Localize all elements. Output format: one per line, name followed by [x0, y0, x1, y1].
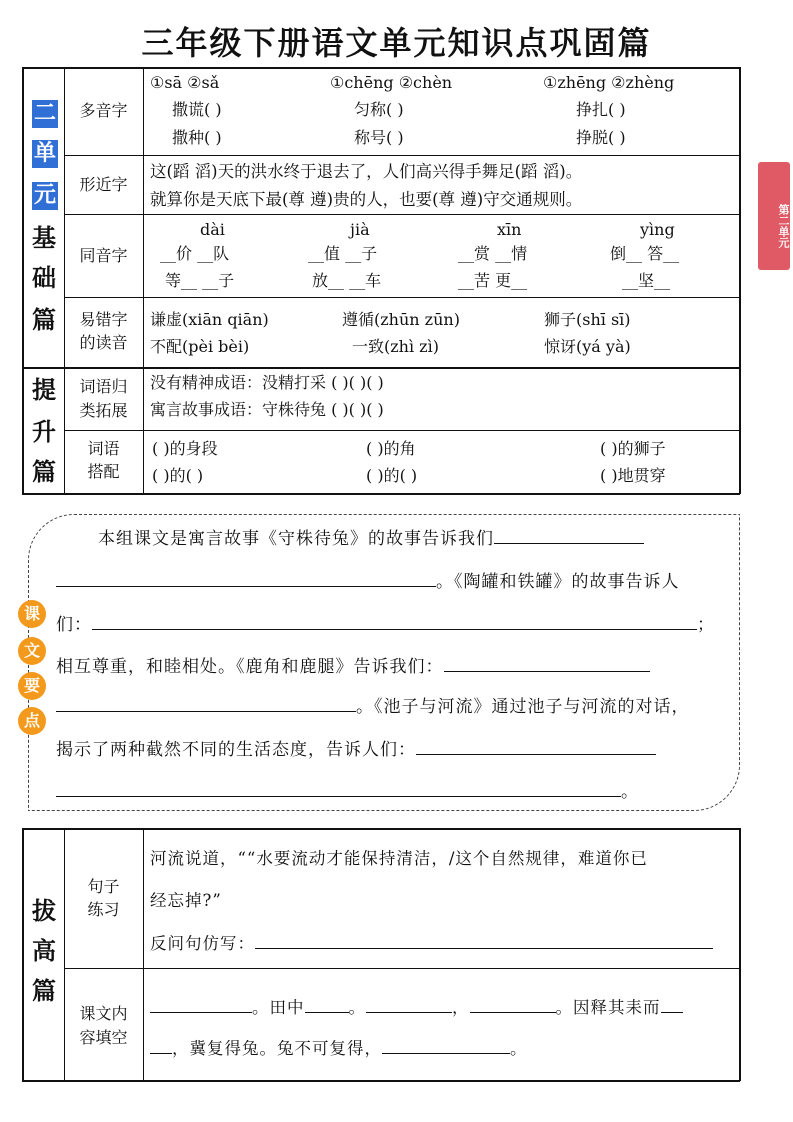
- collocation-blank: ( )的( ): [366, 466, 418, 485]
- collocation-blank: ( )的身段: [152, 439, 218, 458]
- homophone-blank: 放__ __车: [312, 271, 382, 290]
- key-points-badge: 课: [18, 600, 46, 628]
- section-label-basic: 基: [32, 224, 56, 252]
- row-label-homophone: 同音字: [79, 246, 128, 265]
- section-label-top: 拔: [32, 897, 56, 925]
- homophone-pinyin: jià: [350, 220, 370, 239]
- sentence-practice-text: 河流说道，““水要流动才能保持清洁，/这个自然规律，难道你已: [150, 849, 648, 868]
- polyphone-item: 匀称( ): [354, 100, 404, 119]
- similar-chars-sentence: 这(蹈 滔)天的洪水终于退去了，人们高兴得手舞足(蹈 滔)。: [150, 162, 583, 181]
- pinyin-options: ①zhēng ②zhèng: [543, 73, 675, 92]
- row-label-error-prone: 的读音: [79, 333, 128, 352]
- sentence-practice-text: 反问句仿写：: [150, 932, 713, 955]
- section-label-top: 篇: [32, 977, 56, 1005]
- row-label-text-fill: 容填空: [79, 1028, 128, 1047]
- homophone-pinyin: dài: [200, 220, 225, 239]
- row-label-sentence-practice: 句子: [87, 877, 120, 896]
- section-label-basic: 础: [32, 264, 56, 292]
- homophone-blank: __值 __子: [308, 244, 378, 263]
- similar-chars-sentence: 就算你是天底下最(尊 遵)贵的人，也要(尊 遵)守交通规则。: [150, 190, 583, 209]
- homophone-blank: __价 __队: [160, 244, 230, 263]
- pinyin-options: ①sā ②sǎ: [150, 73, 220, 92]
- key-point-text: 们： ；: [56, 615, 715, 635]
- key-point-text: 相互尊重，和睦相处。《鹿角和鹿腿》告诉我们：: [56, 655, 650, 678]
- section-label-advance: 提: [32, 376, 56, 404]
- collocation-blank: ( )的( ): [152, 466, 204, 485]
- polyphone-item: 挣扎( ): [576, 100, 626, 119]
- key-points-badge: 文: [18, 637, 46, 665]
- row-label-word-groups: 类拓展: [79, 401, 128, 420]
- row-label-collocation: 搭配: [87, 462, 120, 481]
- key-point-text: 本组课文是寓言故事《守株待兔》的故事告诉我们: [98, 527, 644, 550]
- polyphone-item: 撒谎( ): [172, 100, 222, 119]
- error-prone-reading: 谦虚(xiān qiān): [150, 310, 269, 329]
- section-label-unit: 二: [33, 101, 56, 126]
- row-label-collocation: 词语: [87, 439, 120, 458]
- section-label-unit: 元: [33, 183, 56, 208]
- homophone-blank: 倒__ 答__: [610, 244, 680, 263]
- collocation-blank: ( )的狮子: [600, 439, 666, 458]
- error-prone-reading: 一致(zhì zì): [352, 337, 439, 356]
- key-point-text: 揭示了两种截然不同的生活态度，告诉人们：: [56, 738, 656, 761]
- text-fill-line: ，冀复得兔。兔不可复得， 。: [150, 1037, 528, 1060]
- section-label-advance: 升: [32, 418, 56, 446]
- homophone-pinyin: yìng: [640, 220, 675, 239]
- section-label-basic: 篇: [32, 306, 56, 334]
- polyphone-item: 挣脱( ): [576, 128, 626, 147]
- error-prone-reading: 惊讶(yá yà): [544, 337, 631, 356]
- error-prone-reading: 不配(pèi bèi): [150, 337, 250, 356]
- section-label-top: 高: [32, 937, 56, 965]
- page-title: 三年级下册语文单元知识点巩固篇: [141, 24, 652, 62]
- collocation-blank: ( )的角: [366, 439, 416, 458]
- key-points-badge: 要: [18, 672, 46, 700]
- row-label-sentence-practice: 练习: [87, 900, 120, 919]
- section-label-unit: 单: [33, 141, 56, 166]
- row-label-error-prone: 易错字: [79, 310, 128, 329]
- row-label-polyphone: 多音字: [79, 101, 128, 120]
- idiom-category: 寓言故事成语：守株待兔 ( )( )( ): [150, 400, 384, 419]
- homophone-blank: __赏 __情: [458, 244, 528, 263]
- error-prone-reading: 狮子(shī sī): [544, 310, 631, 329]
- homophone-pinyin: xīn: [497, 220, 522, 239]
- polyphone-item: 撒种( ): [172, 128, 222, 147]
- key-point-text: 。《陶罐和铁罐》的故事告诉人: [56, 570, 680, 593]
- section-label-advance: 篇: [32, 458, 56, 486]
- polyphone-item: 称号( ): [354, 128, 404, 147]
- error-prone-reading: 遵循(zhūn zūn): [342, 310, 460, 329]
- homophone-blank: __坚__: [622, 271, 671, 290]
- collocation-blank: ( )地贯穿: [600, 466, 666, 485]
- pinyin-options: ①chēng ②chèn: [330, 73, 453, 92]
- row-label-similar-chars: 形近字: [79, 175, 128, 194]
- sentence-practice-text: 经忘掉?”: [150, 891, 222, 910]
- key-point-text: 。《池子与河流》通过池子与河流的对话，: [56, 695, 690, 718]
- homophone-blank: 等__ __子: [165, 271, 235, 290]
- text-fill-line: 。田中 。 ， 。因释其耒而: [150, 996, 683, 1019]
- unit-tag: 第二单元: [758, 162, 790, 270]
- row-label-text-fill: 课文内: [79, 1004, 128, 1023]
- row-label-word-groups: 词语归: [79, 377, 128, 396]
- idiom-category: 没有精神成语：没精打采 ( )( )( ): [150, 373, 384, 392]
- key-points-badge: 点: [18, 707, 46, 735]
- key-point-text: 。: [56, 780, 639, 803]
- homophone-blank: __苦 更__: [458, 271, 528, 290]
